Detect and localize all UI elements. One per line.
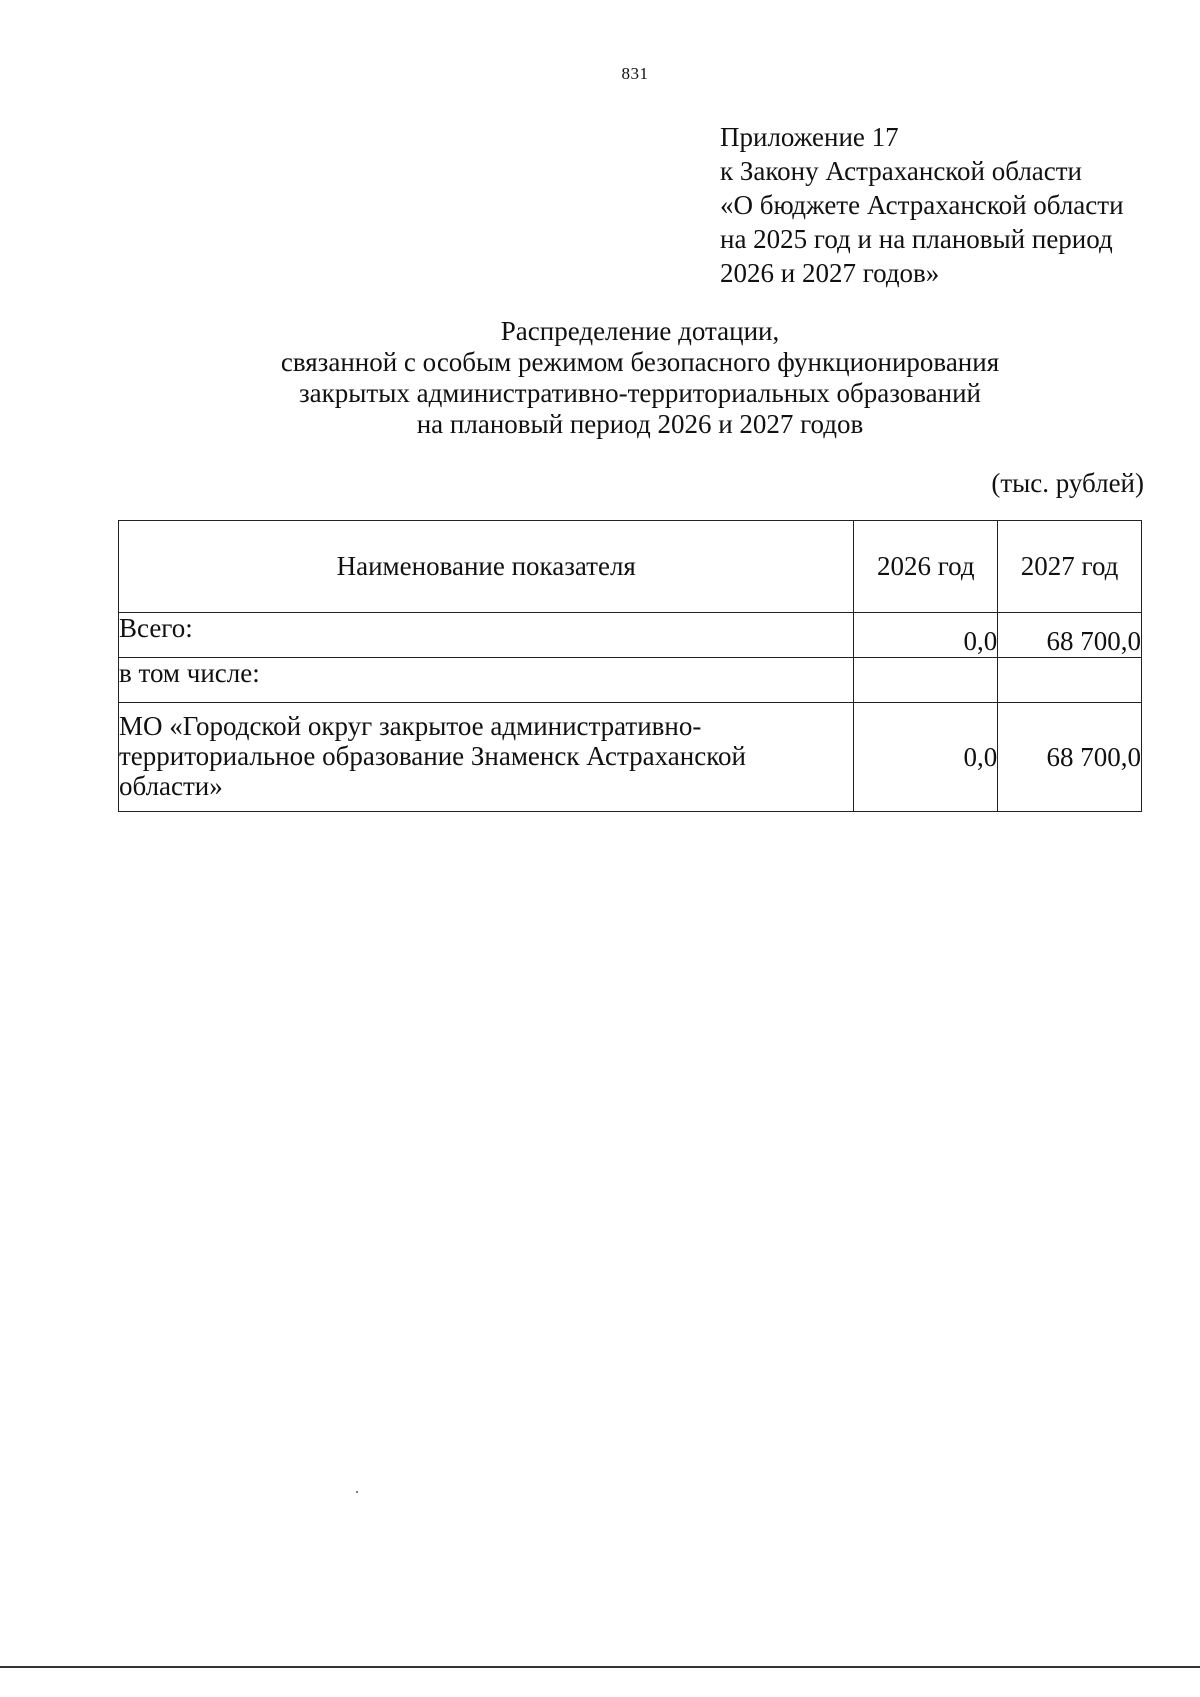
appendix-line: к Закону Астраханской области <box>720 156 1083 186</box>
header-indicator-name: Наименование показателя <box>119 521 854 613</box>
row-value-2026 <box>854 658 998 703</box>
title-line: Распределение дотации, <box>500 316 780 346</box>
row-name: в том числе: <box>119 658 854 703</box>
row-value-2027 <box>998 658 1142 703</box>
row-value-2027: 68 700,0 <box>998 613 1142 658</box>
row-value-2026: 0,0 <box>854 613 998 658</box>
subsidy-table <box>118 520 1142 812</box>
appendix-line: на 2025 год и на плановый период <box>720 224 1113 254</box>
title-line: на плановый период 2026 и 2027 годов <box>416 409 864 439</box>
title-line: связанной с особым режимом безопасного функционирования <box>280 347 1000 377</box>
row-name: Всего: <box>119 613 854 658</box>
page-number: 831 <box>621 64 649 83</box>
header-year-2027: 2027 год <box>998 521 1142 613</box>
appendix-reference <box>720 120 1180 290</box>
table-row <box>119 658 1142 703</box>
scan-speck <box>356 1491 358 1493</box>
title-line: закрытых административно-территориальных образований <box>298 378 981 408</box>
row-value-2026: 0,0 <box>854 703 998 812</box>
header-year-2026: 2026 год <box>854 521 998 613</box>
table-row <box>119 703 1142 812</box>
units-label: (тыс. рублей) <box>991 468 1144 498</box>
table-header-row <box>119 521 1142 613</box>
document-title <box>160 316 1120 440</box>
row-value-2027: 68 700,0 <box>998 703 1142 812</box>
bottom-rule <box>0 1666 1200 1668</box>
appendix-line: 2026 и 2027 годов» <box>720 258 940 288</box>
appendix-line: Приложение 17 <box>720 122 899 152</box>
appendix-line: «О бюджете Астраханской области <box>720 190 1124 220</box>
row-name: МО «Городской округ закрытое административно-территориальное образование Знаменск Астраханской области» <box>119 703 854 812</box>
table-row <box>119 613 1142 658</box>
